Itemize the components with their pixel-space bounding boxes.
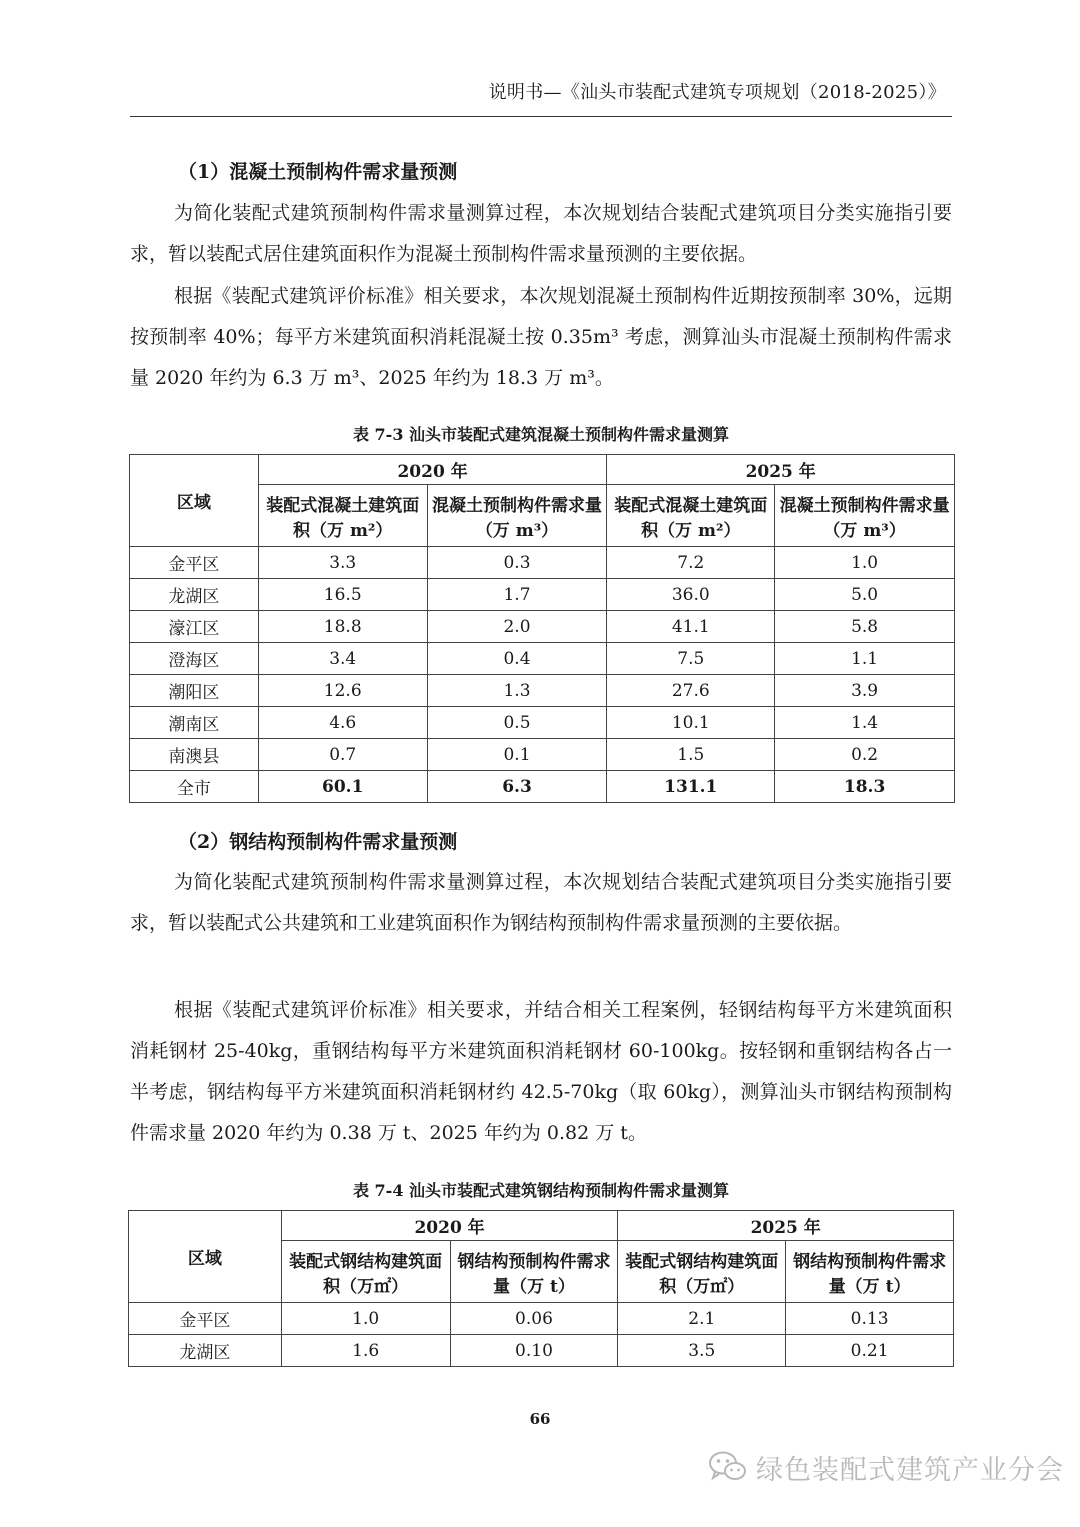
table-cell-value: 0.3 — [427, 547, 607, 579]
table-cell-value: 3.4 — [258, 643, 427, 675]
table2-col-demand-2020: 钢结构预制构件需求量（万 t） — [450, 1241, 618, 1303]
table-cell-region: 濠江区 — [130, 611, 259, 643]
table-cell-value: 0.10 — [450, 1335, 618, 1367]
table-cell-value: 0.1 — [427, 739, 607, 771]
table1-col-area-2020: 装配式混凝土建筑面积（万 m²） — [258, 485, 427, 547]
table2-year-2025: 2025 年 — [618, 1211, 954, 1241]
table1-total-row — [130, 771, 955, 803]
section1-paragraph-1: 为简化装配式建筑预制构件需求量测算过程，本次规划结合装配式建筑项目分类实施指引要求，暂以装配式居住建筑面积作为混凝土预制构件需求量预测的主要依据。 — [130, 202, 952, 265]
table-cell-value: 5.0 — [775, 579, 955, 611]
table-cell-value: 1.0 — [281, 1303, 450, 1335]
table1-total-a1: 60.1 — [258, 771, 427, 803]
table-cell-value: 16.5 — [258, 579, 427, 611]
watermark — [708, 1442, 1064, 1492]
table-row — [130, 675, 955, 707]
table-cell-value: 36.0 — [607, 579, 775, 611]
table-cell-value: 10.1 — [607, 707, 775, 739]
table-cell-value: 0.7 — [258, 739, 427, 771]
header-title: 说明书—《汕头市装配式建筑专项规划（2018-2025）》 — [488, 82, 946, 103]
table2-col-area-2025: 装配式钢结构建筑面积（万㎡） — [618, 1241, 786, 1303]
page-header — [130, 68, 952, 117]
table1-year-2020: 2020 年 — [258, 455, 607, 485]
table-cell-value: 18.8 — [258, 611, 427, 643]
table-cell-value: 1.4 — [775, 707, 955, 739]
section2-paragraph-1: 为简化装配式建筑预制构件需求量测算过程，本次规划结合装配式建筑项目分类实施指引要求，暂以装配式公共建筑和工业建筑面积作为钢结构预制构件需求量预测的主要依据。 — [130, 871, 952, 934]
table-row — [130, 611, 955, 643]
table-cell-value: 2.0 — [427, 611, 607, 643]
table-cell-value: 12.6 — [258, 675, 427, 707]
table-cell-value: 0.5 — [427, 707, 607, 739]
table2-region-header: 区域 — [129, 1211, 282, 1303]
section2-title: （2）钢结构预制构件需求量预测 — [178, 831, 458, 853]
page-number: 66 — [529, 1410, 551, 1428]
table-cell-value: 1.3 — [427, 675, 607, 707]
table2-col-area-2020: 装配式钢结构建筑面积（万㎡） — [281, 1241, 450, 1303]
table1-col-demand-2020: 混凝土预制构件需求量（万 m³） — [427, 485, 607, 547]
table-row — [130, 579, 955, 611]
table-cell-value: 5.8 — [775, 611, 955, 643]
table-row — [129, 1303, 954, 1335]
table1-total-a2: 131.1 — [607, 771, 775, 803]
table-row — [130, 547, 955, 579]
table1-col-area-2025: 装配式混凝土建筑面积（万 m²） — [607, 485, 775, 547]
table-cell-region: 金平区 — [130, 547, 259, 579]
table-row — [129, 1335, 954, 1367]
table-cell-value: 27.6 — [607, 675, 775, 707]
table2-year-2020: 2020 年 — [281, 1211, 618, 1241]
table-cell-value: 2.1 — [618, 1303, 786, 1335]
table-cell-region: 金平区 — [129, 1303, 282, 1335]
table-cell-value: 1.1 — [775, 643, 955, 675]
table-cell-value: 0.4 — [427, 643, 607, 675]
table-cell-value: 3.5 — [618, 1335, 786, 1367]
table-cell-value: 0.21 — [786, 1335, 954, 1367]
table-cell-value: 3.3 — [258, 547, 427, 579]
table-cell-value: 3.9 — [775, 675, 955, 707]
watermark-text: 绿色装配式建筑产业分会 — [756, 1454, 1064, 1486]
table2-col-demand-2025: 钢结构预制构件需求量（万 t） — [786, 1241, 954, 1303]
table1-col-demand-2025: 混凝土预制构件需求量（万 m³） — [775, 485, 955, 547]
section1-title: （1）混凝土预制构件需求量预测 — [178, 161, 458, 183]
table1 — [129, 454, 955, 803]
table-cell-region: 龙湖区 — [129, 1335, 282, 1367]
table-cell-value: 7.2 — [607, 547, 775, 579]
table-cell-value: 1.6 — [281, 1335, 450, 1367]
table-cell-value: 41.1 — [607, 611, 775, 643]
table-row — [130, 643, 955, 675]
table2-caption: 表 7-4 汕头市装配式建筑钢结构预制构件需求量测算 — [352, 1181, 730, 1200]
table2 — [128, 1210, 954, 1367]
table1-total-b1: 6.3 — [427, 771, 607, 803]
table-cell-region: 潮阳区 — [130, 675, 259, 707]
table1-region-header: 区域 — [130, 455, 259, 547]
table-cell-value: 1.7 — [427, 579, 607, 611]
table-cell-region: 南澳县 — [130, 739, 259, 771]
table1-total-region: 全市 — [130, 771, 259, 803]
table-row — [130, 739, 955, 771]
table-cell-value: 1.5 — [607, 739, 775, 771]
table1-year-2025: 2025 年 — [607, 455, 955, 485]
table-cell-value: 0.06 — [450, 1303, 618, 1335]
table1-caption: 表 7-3 汕头市装配式建筑混凝土预制构件需求量测算 — [352, 425, 730, 444]
table-cell-region: 澄海区 — [130, 643, 259, 675]
table-cell-value: 4.6 — [258, 707, 427, 739]
table1-total-b2: 18.3 — [775, 771, 955, 803]
table-cell-value: 0.13 — [786, 1303, 954, 1335]
table-row — [130, 707, 955, 739]
table-cell-value: 1.0 — [775, 547, 955, 579]
section2-paragraph-2: 根据《装配式建筑评价标准》相关要求，并结合相关工程案例，轻钢结构每平方米建筑面积消耗钢材 25-40kg，重钢结构每平方米建筑面积消耗钢材 60-100kg。按轻钢和重钢结构各占一半考虑，钢结构每平方米建筑面积消耗钢材约 42.5-70kg（取 60kg），测算汕头市钢结构预制构件需求量 2020 年约为 0.38 万 t、2025 年约为 0.82 万 t。 — [130, 999, 952, 1144]
table-cell-region: 龙湖区 — [130, 579, 259, 611]
table-cell-value: 0.2 — [775, 739, 955, 771]
section1-paragraph-2: 根据《装配式建筑评价标准》相关要求，本次规划混凝土预制构件近期按预制率 30%，远期按预制率 40%；每平方米建筑面积消耗混凝土按 0.35m³ 考虑，测算汕头市混凝土预制构件需求量 2020 年约为 6.3 万 m³、2025 年约为 18.3 万 m³。 — [130, 285, 952, 389]
table-cell-value: 7.5 — [607, 643, 775, 675]
table-cell-region: 潮南区 — [130, 707, 259, 739]
wechat-icon — [708, 1450, 748, 1484]
